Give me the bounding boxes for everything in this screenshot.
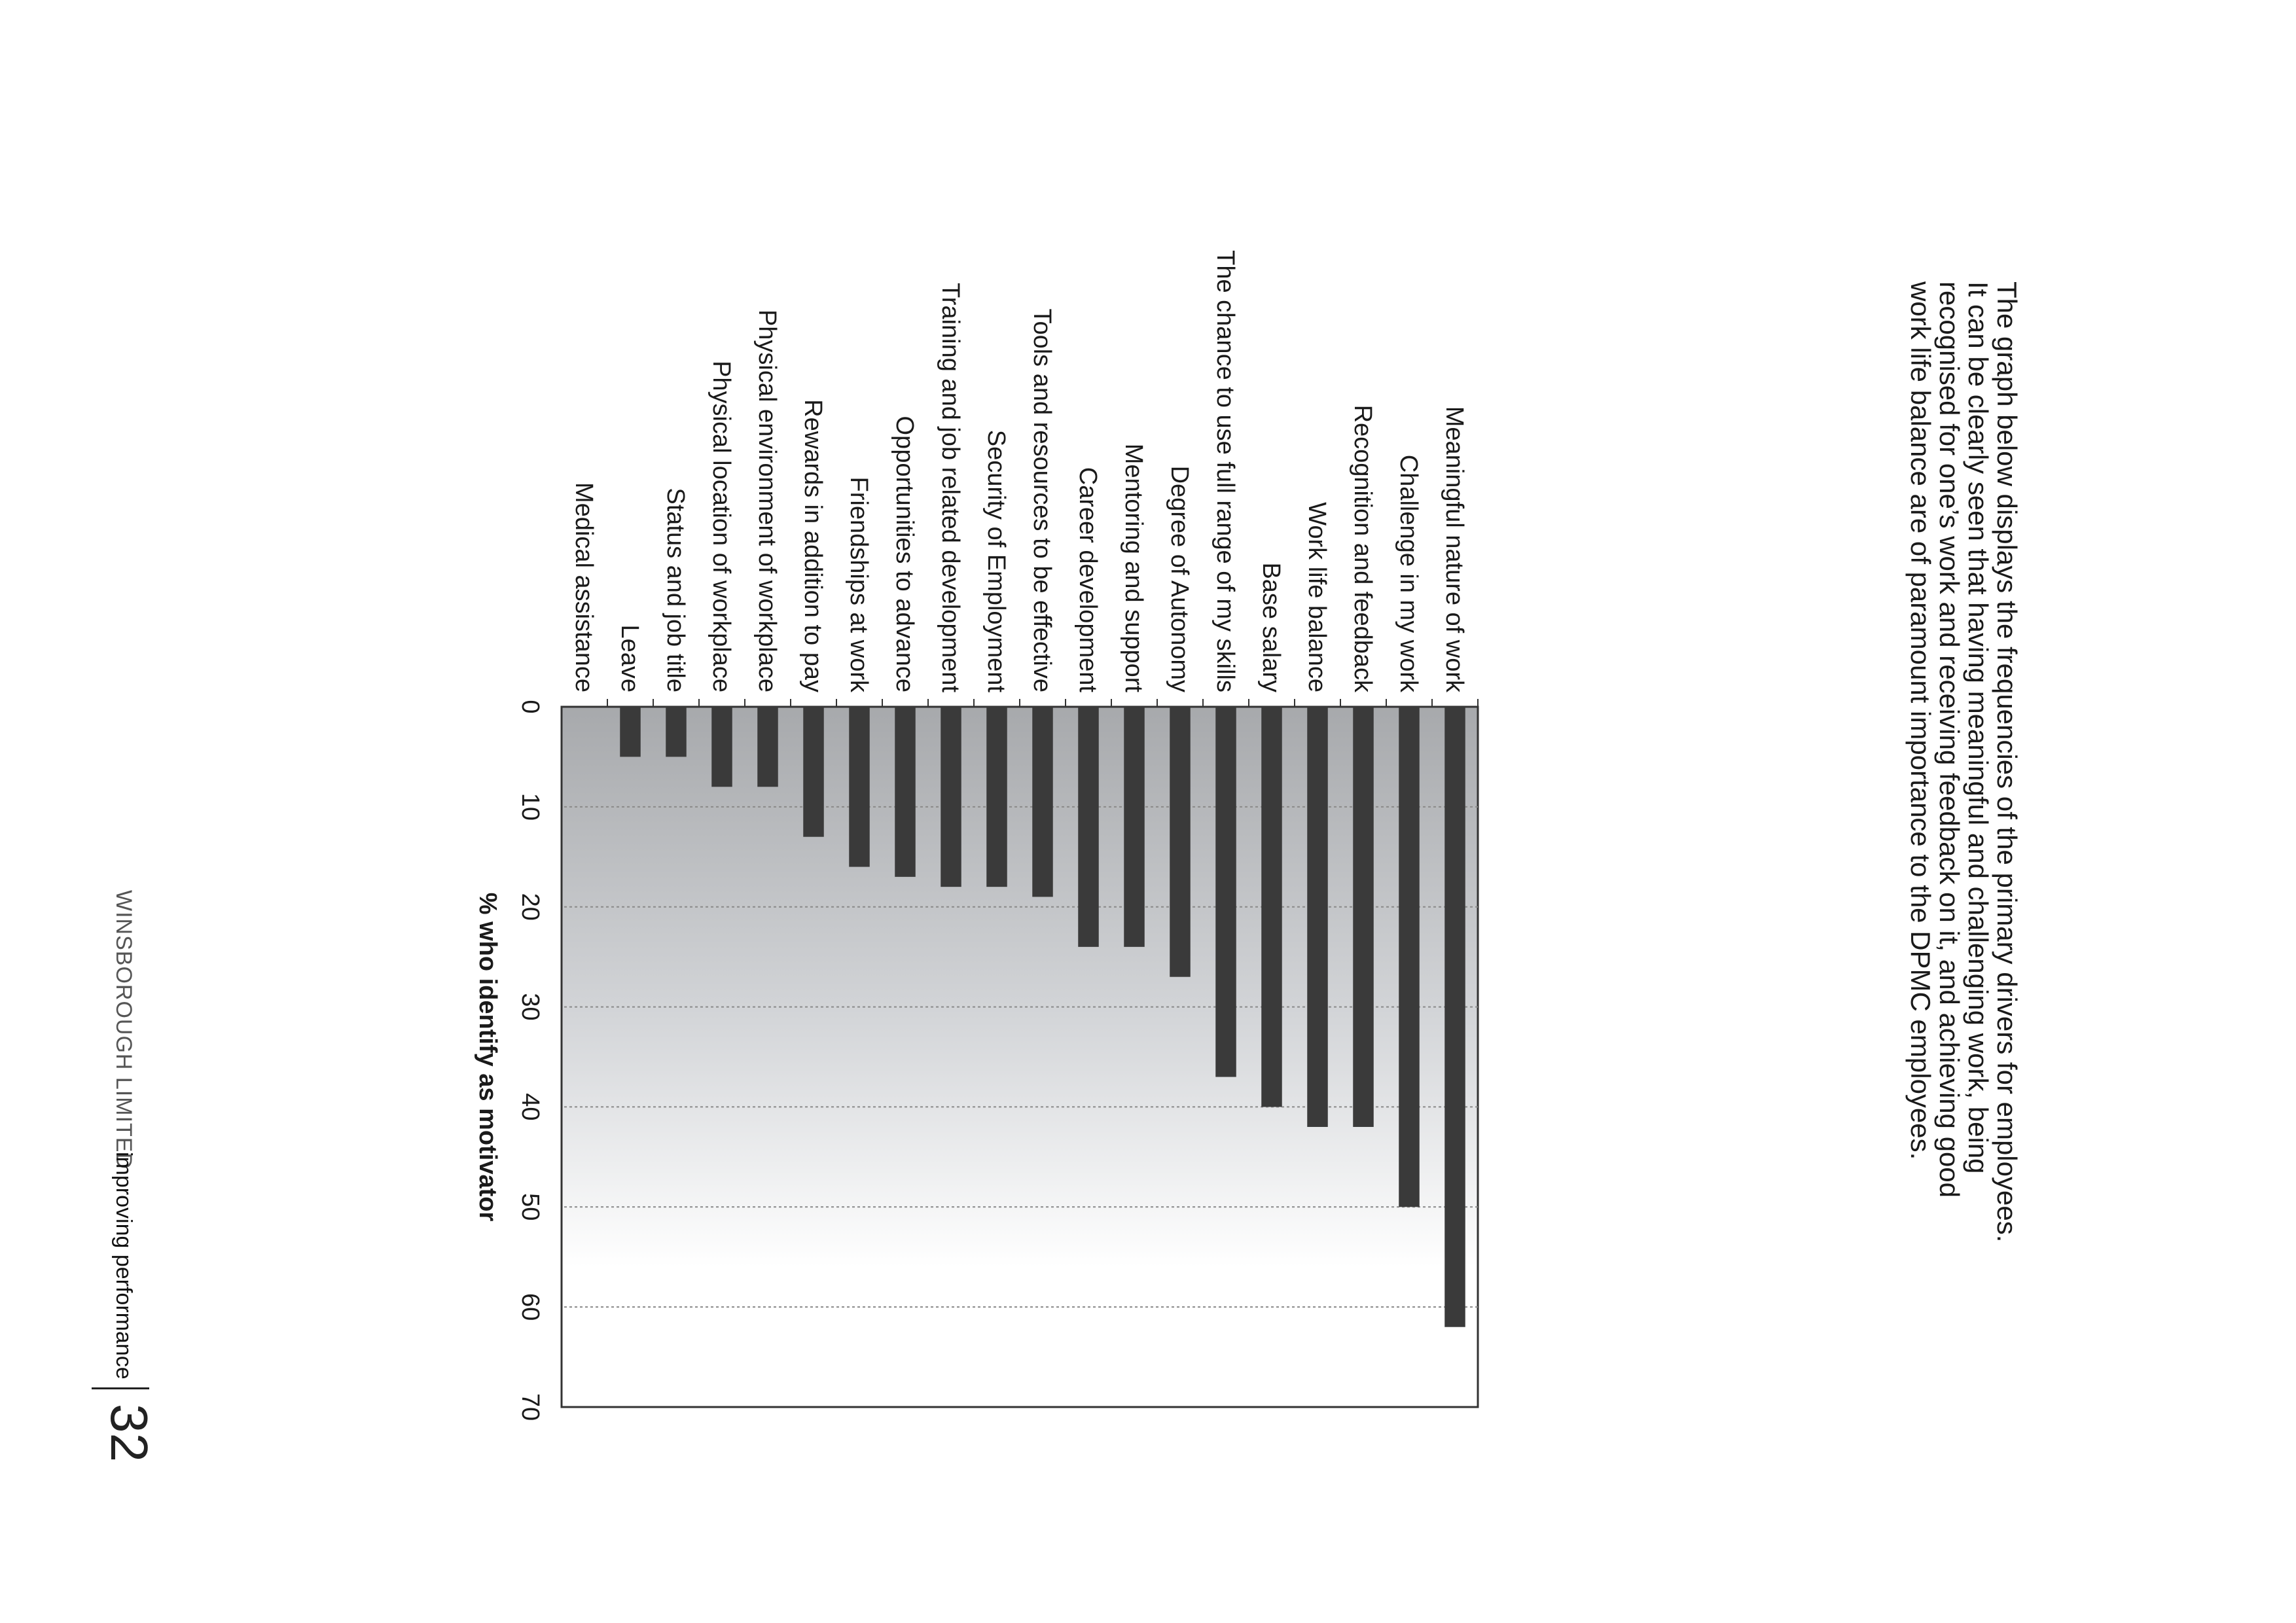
bar (986, 707, 1007, 887)
category-label: Rewards in addition to pay (799, 399, 827, 692)
category-labels (570, 250, 1478, 707)
bar (711, 707, 732, 787)
category-label: Status and job title (662, 488, 689, 692)
bar (1032, 707, 1053, 897)
bar (803, 707, 824, 837)
bar (1307, 707, 1328, 1127)
page-number: 32 (100, 1404, 158, 1462)
bar (1170, 707, 1191, 977)
category-label: Meaningful nature of work (1441, 406, 1468, 692)
x-tick-label: 50 (516, 1193, 544, 1221)
x-axis-title: % who identify as motivator (474, 892, 501, 1222)
bar (1078, 707, 1099, 947)
footer-tagline: improving performance (111, 1152, 136, 1380)
x-tick-label: 10 (516, 793, 544, 821)
category-label: Medical assistance (570, 482, 598, 692)
x-tick-label: 60 (516, 1293, 544, 1321)
bar (941, 707, 961, 887)
category-label: Degree of Autonomy (1166, 465, 1193, 692)
x-tick-label: 70 (516, 1393, 544, 1421)
bar (666, 707, 687, 757)
category-label: Training and job related development (937, 283, 964, 692)
plot-area (562, 707, 1478, 1407)
category-label: Physical location of workplace (708, 361, 735, 692)
category-label: Base salary (1257, 562, 1285, 692)
bar (1444, 707, 1465, 1327)
x-tick-label: 40 (516, 1093, 544, 1121)
x-tick-label: 30 (516, 993, 544, 1021)
bar (757, 707, 778, 787)
x-tick-labels (516, 700, 544, 1421)
category-label: The chance to use full range of my skills (1211, 250, 1239, 692)
footer-divider (92, 1387, 149, 1389)
category-label: Opportunities to advance (891, 416, 918, 692)
x-tick-label: 20 (516, 893, 544, 921)
bar (895, 707, 916, 877)
bar (1124, 707, 1145, 947)
intro-paragraph: The graph below displays the frequencies of the primary drivers for employees. It can be clearly seen that having meaningful and challenging work, being recognised for one’s work and receiving feedback on it, and achieving good work life balance are of paramount importance to the DPMC employees. (1905, 281, 2022, 1243)
category-label: Recognition and feedback (1349, 404, 1376, 692)
category-label: Mentoring and support (1120, 443, 1147, 692)
category-label: Work life balance (1303, 502, 1331, 692)
bar (620, 707, 641, 757)
category-label: Physical environment of workplace (753, 309, 781, 692)
category-label: Leave (616, 624, 643, 692)
category-label: Security of Employment (982, 429, 1010, 692)
bar (1261, 707, 1282, 1107)
x-tick-label: 0 (516, 700, 544, 714)
bar (1353, 707, 1374, 1127)
bar (1399, 707, 1420, 1207)
category-label: Tools and resources to be effective (1028, 308, 1056, 692)
bar (849, 707, 870, 867)
category-label: Career development (1074, 467, 1102, 692)
footer-brand: WINSBOROUGH LIMITED (111, 890, 136, 1170)
category-label: Challenge in my work (1395, 454, 1422, 692)
bar (1215, 707, 1236, 1077)
category-label: Friendships at work (845, 476, 872, 692)
